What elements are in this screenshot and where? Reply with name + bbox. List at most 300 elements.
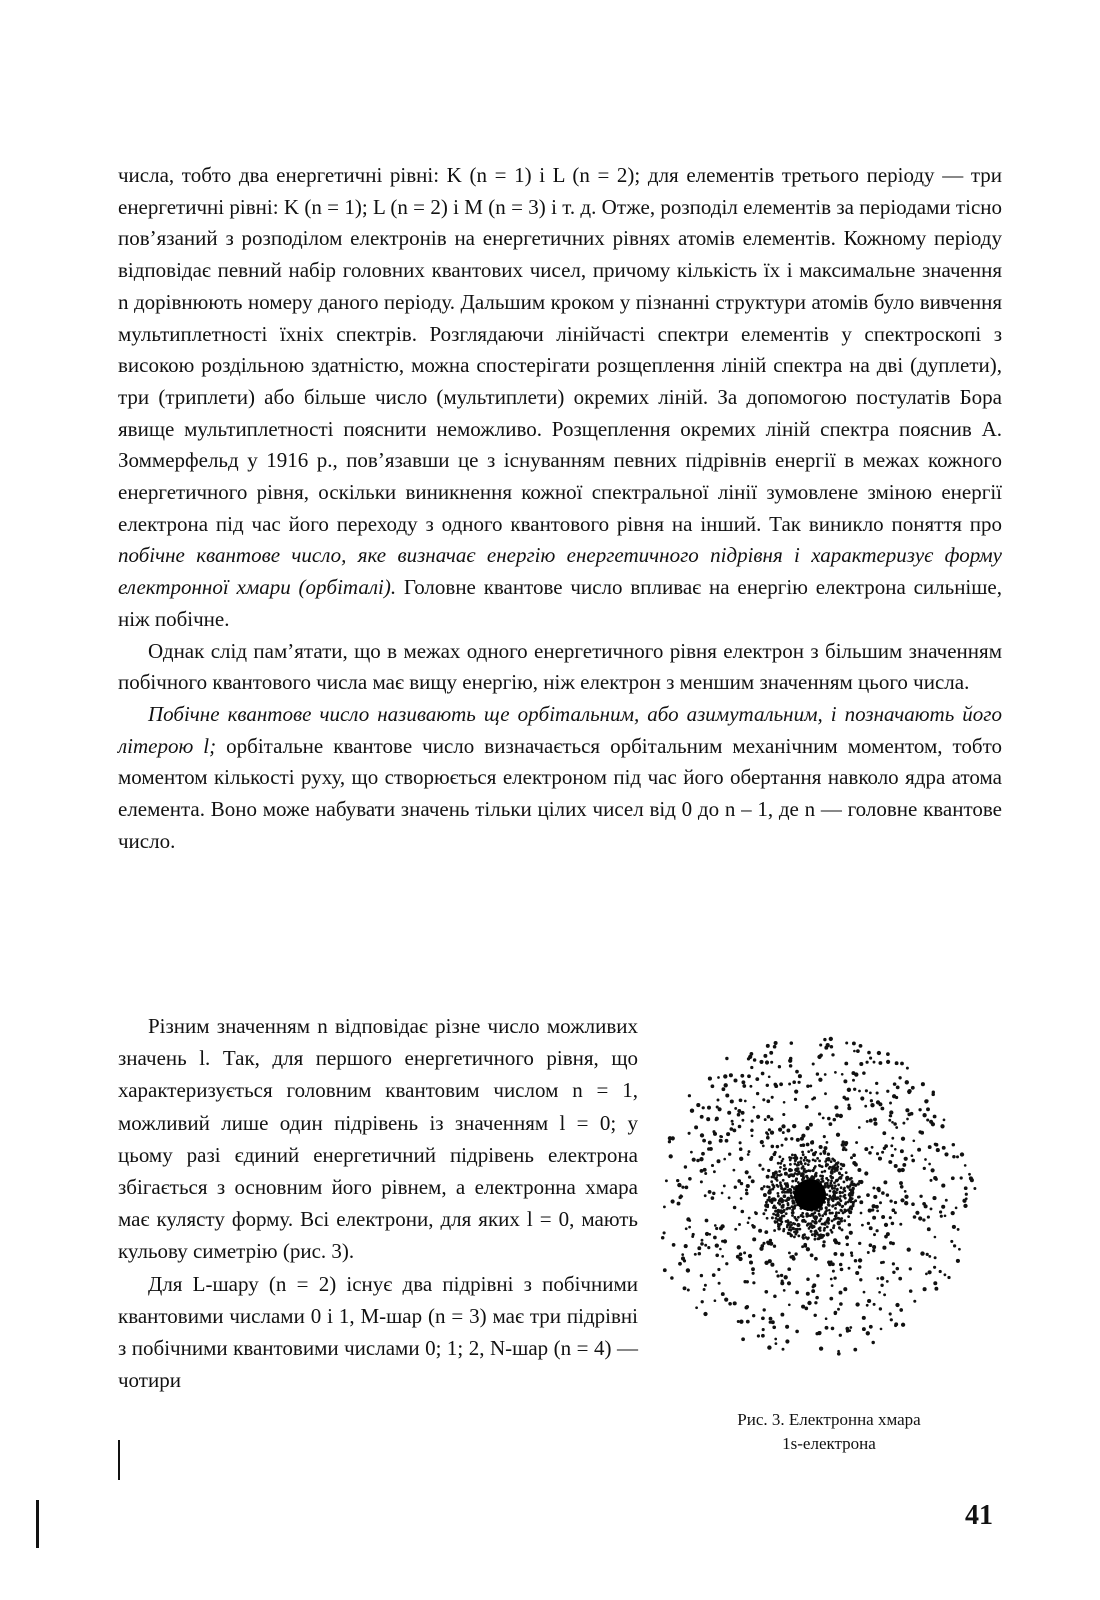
cloud-dot bbox=[729, 1073, 733, 1077]
cloud-core-dot bbox=[814, 1235, 817, 1238]
cloud-dot bbox=[840, 1268, 844, 1272]
cloud-dot bbox=[737, 1320, 740, 1323]
cloud-dot bbox=[951, 1176, 955, 1180]
cloud-dot bbox=[780, 1274, 783, 1277]
nucleus bbox=[794, 1179, 826, 1211]
cloud-dot bbox=[824, 1092, 827, 1095]
cloud-dot bbox=[809, 1123, 813, 1127]
cloud-dot bbox=[758, 1229, 762, 1233]
cloud-dot bbox=[917, 1148, 921, 1152]
cloud-core-dot bbox=[835, 1212, 838, 1215]
cloud-dot bbox=[933, 1281, 937, 1285]
cloud-dot bbox=[859, 1278, 862, 1281]
cloud-core-dot bbox=[765, 1201, 768, 1204]
cloud-dot bbox=[783, 1164, 786, 1167]
cloud-core-dot bbox=[777, 1162, 780, 1165]
cloud-core-dot bbox=[801, 1151, 804, 1154]
cloud-dot bbox=[929, 1120, 933, 1124]
cloud-dot bbox=[941, 1205, 945, 1209]
cloud-dot bbox=[889, 1312, 892, 1315]
cloud-dot bbox=[737, 1245, 741, 1249]
cloud-dot bbox=[892, 1271, 895, 1274]
cloud-dot bbox=[907, 1247, 911, 1251]
cloud-dot bbox=[805, 1105, 809, 1109]
cloud-core-dot bbox=[818, 1213, 821, 1216]
cloud-dot bbox=[847, 1088, 851, 1092]
cloud-dot bbox=[807, 1301, 811, 1305]
cloud-dot bbox=[761, 1072, 765, 1076]
cloud-dot bbox=[884, 1144, 888, 1148]
cloud-dot bbox=[858, 1126, 861, 1129]
cloud-dot bbox=[815, 1296, 819, 1300]
cloud-dot bbox=[963, 1204, 967, 1208]
cloud-core-dot bbox=[779, 1166, 782, 1169]
cloud-dot bbox=[932, 1091, 935, 1094]
cloud-dot bbox=[824, 1146, 828, 1150]
cloud-dot bbox=[773, 1153, 777, 1157]
cloud-dot bbox=[785, 1339, 789, 1343]
cloud-dot bbox=[891, 1121, 894, 1124]
cloud-dot bbox=[766, 1099, 770, 1103]
cloud-core-dot bbox=[829, 1175, 832, 1178]
cloud-dot bbox=[688, 1177, 692, 1181]
cloud-core-dot bbox=[782, 1179, 785, 1182]
cloud-dot bbox=[715, 1243, 719, 1247]
cloud-dot bbox=[871, 1146, 874, 1149]
cloud-core-dot bbox=[791, 1214, 794, 1217]
cloud-dot bbox=[761, 1334, 765, 1338]
cloud-dot bbox=[900, 1149, 904, 1153]
cloud-dot bbox=[867, 1251, 870, 1254]
cloud-dot bbox=[845, 1235, 849, 1239]
cloud-dot bbox=[780, 1313, 784, 1317]
cloud-dot bbox=[876, 1091, 879, 1094]
cloud-core-dot bbox=[790, 1169, 793, 1172]
cloud-dot bbox=[692, 1233, 695, 1236]
cloud-dot bbox=[769, 1239, 772, 1242]
cloud-core-dot bbox=[849, 1199, 852, 1202]
cloud-core-dot bbox=[791, 1211, 794, 1214]
cloud-core-dot bbox=[816, 1157, 819, 1160]
cloud-dot bbox=[853, 1050, 856, 1053]
cloud-core-dot bbox=[792, 1222, 795, 1225]
cloud-dot bbox=[872, 1204, 876, 1208]
cloud-dot bbox=[892, 1262, 895, 1265]
cloud-dot bbox=[921, 1082, 925, 1086]
cloud-dot bbox=[740, 1197, 743, 1200]
cloud-dot bbox=[766, 1217, 769, 1220]
cloud-dot bbox=[852, 1079, 855, 1082]
cloud-dot bbox=[751, 1134, 754, 1137]
cloud-dot bbox=[901, 1137, 905, 1141]
cloud-dot bbox=[783, 1289, 786, 1292]
cloud-dot bbox=[839, 1291, 843, 1295]
cloud-dot bbox=[932, 1196, 936, 1200]
cloud-dot bbox=[707, 1246, 710, 1249]
cloud-core-dot bbox=[852, 1205, 855, 1208]
paragraph-1-italic: побічне квантове число, яке визначає енергію енергетичного підрівня і характеризує форму електронної хмари (орбіталі). bbox=[118, 543, 1002, 600]
cloud-dot bbox=[696, 1103, 700, 1107]
cloud-dot bbox=[698, 1252, 701, 1255]
cloud-core-dot bbox=[806, 1177, 809, 1180]
cloud-core-dot bbox=[789, 1159, 792, 1162]
scan-mark bbox=[118, 1440, 120, 1480]
cloud-dot bbox=[880, 1284, 883, 1287]
cloud-dot bbox=[833, 1276, 836, 1279]
cloud-dot bbox=[747, 1074, 751, 1078]
cloud-dot bbox=[798, 1074, 802, 1078]
cloud-dot bbox=[945, 1199, 948, 1202]
cloud-core-dot bbox=[793, 1202, 796, 1205]
cloud-dot bbox=[928, 1270, 932, 1274]
cloud-core-dot bbox=[778, 1199, 781, 1202]
cloud-dot bbox=[711, 1196, 715, 1200]
cloud-dot bbox=[891, 1154, 894, 1157]
cloud-dot bbox=[889, 1102, 892, 1105]
cloud-dot bbox=[944, 1214, 947, 1217]
cloud-dot bbox=[719, 1248, 722, 1251]
cloud-dot bbox=[774, 1338, 777, 1341]
cloud-dot bbox=[676, 1179, 679, 1182]
cloud-dot bbox=[778, 1065, 781, 1068]
cloud-core-dot bbox=[826, 1219, 829, 1222]
cloud-core-dot bbox=[785, 1212, 788, 1215]
cloud-core-dot bbox=[814, 1151, 817, 1154]
cloud-core-dot bbox=[830, 1171, 833, 1174]
cloud-dot bbox=[886, 1060, 890, 1064]
cloud-core-dot bbox=[800, 1157, 803, 1160]
cloud-core-dot bbox=[783, 1215, 786, 1218]
cloud-core-dot bbox=[788, 1175, 791, 1178]
cloud-dot bbox=[944, 1152, 948, 1156]
cloud-dot bbox=[829, 1122, 833, 1126]
cloud-dot bbox=[928, 1145, 932, 1149]
cloud-core-dot bbox=[771, 1201, 774, 1204]
cloud-core-dot bbox=[771, 1188, 774, 1191]
cloud-dot bbox=[709, 1147, 713, 1151]
cloud-dot bbox=[873, 1117, 877, 1121]
cloud-dot bbox=[683, 1286, 687, 1290]
cloud-dot bbox=[723, 1184, 726, 1187]
cloud-dot bbox=[681, 1253, 684, 1256]
cloud-dot bbox=[878, 1291, 881, 1294]
cloud-dot bbox=[741, 1210, 745, 1214]
cloud-dot bbox=[783, 1101, 786, 1104]
cloud-dot bbox=[858, 1196, 861, 1199]
cloud-core-dot bbox=[840, 1219, 843, 1222]
cloud-core-dot bbox=[833, 1224, 836, 1227]
cloud-dot bbox=[718, 1282, 721, 1285]
cloud-core-dot bbox=[825, 1158, 828, 1161]
cloud-dot bbox=[886, 1052, 890, 1056]
cloud-dot bbox=[940, 1124, 944, 1128]
cloud-dot bbox=[891, 1222, 895, 1226]
cloud-dot bbox=[881, 1151, 884, 1154]
cloud-dot bbox=[857, 1182, 860, 1185]
cloud-dot bbox=[818, 1078, 822, 1082]
cloud-dot bbox=[960, 1176, 963, 1179]
cloud-dot bbox=[740, 1074, 744, 1078]
cloud-dot bbox=[830, 1278, 833, 1281]
cloud-dot bbox=[690, 1109, 694, 1113]
cloud-dot bbox=[814, 1301, 817, 1304]
cloud-dot bbox=[736, 1255, 740, 1259]
cloud-dot bbox=[724, 1298, 728, 1302]
cloud-dot bbox=[909, 1289, 913, 1293]
cloud-core-dot bbox=[789, 1163, 792, 1166]
cloud-dot bbox=[721, 1192, 724, 1195]
paragraph-3: Побічне квантове число називають ще орбітальним, або азимутальним, і позначають його літерою l; орбітальне квантове число визначається орбітальним механічним моментом, тобто моментом кількості руху, що створюється електроном під час його обертання навколо ядра атома елемента. Воно може набувати значень тільки цілих чисел від 0 до n – 1, де n — головне квантове число. bbox=[118, 701, 1002, 853]
cloud-dot bbox=[720, 1224, 724, 1228]
cloud-core-dot bbox=[851, 1180, 854, 1183]
cloud-dot bbox=[872, 1216, 876, 1220]
cloud-dot bbox=[920, 1251, 924, 1255]
cloud-core-dot bbox=[840, 1186, 843, 1189]
cloud-core-dot bbox=[806, 1224, 809, 1227]
cloud-dot bbox=[721, 1255, 724, 1258]
cloud-dot bbox=[899, 1181, 903, 1185]
cloud-dot bbox=[763, 1054, 767, 1058]
cloud-dot bbox=[774, 1084, 778, 1088]
cloud-dot bbox=[745, 1188, 748, 1191]
cloud-dot bbox=[668, 1136, 672, 1140]
cloud-dot bbox=[704, 1244, 707, 1247]
cloud-dot bbox=[888, 1119, 891, 1122]
cloud-core-dot bbox=[842, 1212, 845, 1215]
cloud-dot bbox=[717, 1268, 720, 1271]
cloud-dot bbox=[973, 1187, 976, 1190]
cloud-core-dot bbox=[825, 1177, 828, 1180]
cloud-dot bbox=[924, 1158, 927, 1161]
cloud-core-dot bbox=[821, 1234, 824, 1237]
cloud-dot bbox=[883, 1293, 886, 1296]
cloud-dot bbox=[911, 1086, 915, 1090]
cloud-core-dot bbox=[784, 1167, 787, 1170]
cloud-dot bbox=[767, 1345, 771, 1349]
cloud-dot bbox=[790, 1041, 794, 1045]
cloud-core-dot bbox=[771, 1176, 774, 1179]
cloud-dot bbox=[832, 1270, 835, 1273]
cloud-dot bbox=[853, 1348, 857, 1352]
cloud-core-dot bbox=[838, 1172, 841, 1175]
cloud-dot bbox=[717, 1099, 720, 1102]
cloud-dot bbox=[739, 1141, 742, 1144]
cloud-dot bbox=[876, 1277, 879, 1280]
cloud-dot bbox=[773, 1295, 777, 1299]
cloud-dot bbox=[773, 1245, 776, 1248]
cloud-dot bbox=[900, 1062, 904, 1066]
cloud-dot bbox=[760, 1187, 764, 1191]
cloud-dot bbox=[811, 1140, 814, 1143]
cloud-dot bbox=[933, 1266, 936, 1269]
cloud-dot bbox=[704, 1172, 707, 1175]
cloud-dot bbox=[699, 1157, 703, 1161]
cloud-dot bbox=[941, 1184, 945, 1188]
cloud-dot bbox=[715, 1227, 718, 1230]
cloud-core-dot bbox=[835, 1198, 838, 1201]
cloud-dot bbox=[733, 1206, 737, 1210]
cloud-dot bbox=[763, 1185, 766, 1188]
cloud-core-dot bbox=[793, 1236, 796, 1239]
cloud-core-dot bbox=[784, 1187, 787, 1190]
cloud-dot bbox=[926, 1107, 930, 1111]
cloud-core-dot bbox=[807, 1237, 810, 1240]
cloud-dot bbox=[894, 1322, 898, 1326]
cloud-dot bbox=[747, 1221, 750, 1224]
cloud-core-dot bbox=[789, 1232, 792, 1235]
cloud-dot bbox=[700, 1242, 704, 1246]
cloud-core-dot bbox=[819, 1175, 822, 1178]
cloud-dot bbox=[738, 1223, 741, 1226]
cloud-dot bbox=[925, 1273, 928, 1276]
cloud-dot bbox=[868, 1209, 872, 1213]
cloud-dot bbox=[700, 1133, 704, 1137]
cloud-dot bbox=[841, 1073, 844, 1076]
cloud-core-dot bbox=[813, 1167, 816, 1170]
cloud-dot bbox=[804, 1156, 807, 1159]
cloud-dot bbox=[889, 1216, 892, 1219]
cloud-core-dot bbox=[836, 1165, 839, 1168]
cloud-dot bbox=[729, 1127, 733, 1131]
cloud-dot bbox=[876, 1152, 879, 1155]
cloud-dot bbox=[747, 1153, 750, 1156]
cloud-dot bbox=[824, 1046, 828, 1050]
cloud-dot bbox=[663, 1206, 666, 1209]
cloud-dot bbox=[883, 1247, 886, 1250]
cloud-dot bbox=[940, 1215, 943, 1218]
cloud-dot bbox=[891, 1137, 894, 1140]
cloud-dot bbox=[781, 1124, 785, 1128]
cloud-dot bbox=[867, 1299, 871, 1303]
cloud-core-dot bbox=[841, 1174, 844, 1177]
cloud-core-dot bbox=[795, 1178, 798, 1181]
cloud-dot bbox=[846, 1329, 849, 1332]
cloud-dot bbox=[873, 1233, 876, 1236]
cloud-dot bbox=[768, 1075, 771, 1078]
cloud-core-dot bbox=[770, 1180, 773, 1183]
cloud-dot bbox=[918, 1108, 921, 1111]
cloud-dot bbox=[719, 1139, 723, 1143]
cloud-core-dot bbox=[822, 1180, 825, 1183]
cloud-dot bbox=[764, 1209, 767, 1212]
page-number: 41 bbox=[965, 1500, 993, 1531]
cloud-dot bbox=[712, 1192, 715, 1195]
cloud-dot bbox=[819, 1054, 823, 1058]
cloud-core-dot bbox=[802, 1153, 805, 1156]
cloud-dot bbox=[752, 1281, 755, 1284]
cloud-core-dot bbox=[835, 1203, 838, 1206]
cloud-dot bbox=[795, 1330, 799, 1334]
cloud-dot bbox=[753, 1058, 757, 1062]
cloud-dot bbox=[708, 1077, 712, 1081]
cloud-core-dot bbox=[787, 1189, 790, 1192]
cloud-dot bbox=[913, 1215, 917, 1219]
cloud-dot bbox=[728, 1302, 732, 1306]
cloud-dot bbox=[823, 1152, 826, 1155]
cloud-dot bbox=[748, 1217, 751, 1220]
cloud-core-dot bbox=[800, 1162, 803, 1165]
cloud-core-dot bbox=[838, 1227, 841, 1230]
cloud-core-dot bbox=[838, 1198, 841, 1201]
cloud-dot bbox=[787, 1281, 791, 1285]
cloud-dot bbox=[739, 1157, 743, 1161]
cloud-core-dot bbox=[776, 1179, 779, 1182]
cloud-core-dot bbox=[834, 1207, 837, 1210]
cloud-core-dot bbox=[811, 1226, 814, 1229]
cloud-core-dot bbox=[827, 1186, 830, 1189]
cloud-dot bbox=[683, 1259, 686, 1262]
cloud-dot bbox=[762, 1212, 765, 1215]
cloud-dot bbox=[858, 1258, 862, 1262]
cloud-dot bbox=[767, 1115, 771, 1119]
cloud-core-dot bbox=[797, 1216, 800, 1219]
cloud-dot bbox=[860, 1212, 863, 1215]
cloud-dot bbox=[762, 1098, 765, 1101]
cloud-core-dot bbox=[791, 1154, 794, 1157]
cloud-core-dot bbox=[829, 1190, 832, 1193]
cloud-dot bbox=[771, 1096, 774, 1099]
cloud-dot bbox=[852, 1041, 856, 1045]
cloud-dot bbox=[818, 1331, 822, 1335]
cloud-core-dot bbox=[771, 1183, 774, 1186]
cloud-core-dot bbox=[802, 1215, 805, 1218]
cloud-dot bbox=[721, 1087, 725, 1091]
cloud-dot bbox=[934, 1287, 938, 1291]
cloud-dot bbox=[899, 1223, 902, 1226]
cloud-dot bbox=[733, 1301, 737, 1305]
cloud-core-dot bbox=[823, 1227, 826, 1230]
cloud-dot bbox=[822, 1244, 826, 1248]
cloud-core-dot bbox=[804, 1220, 807, 1223]
cloud-core-dot bbox=[831, 1212, 834, 1215]
cloud-dot bbox=[697, 1246, 701, 1250]
cloud-core-dot bbox=[777, 1195, 780, 1198]
cloud-dot bbox=[685, 1186, 689, 1190]
cloud-dot bbox=[867, 1222, 870, 1225]
cloud-dot bbox=[725, 1139, 729, 1143]
cloud-core-dot bbox=[797, 1167, 800, 1170]
cloud-dot bbox=[701, 1300, 704, 1303]
cloud-dot bbox=[858, 1090, 861, 1093]
cloud-dot bbox=[677, 1202, 681, 1206]
cloud-dot bbox=[684, 1165, 687, 1168]
cloud-dot bbox=[749, 1085, 752, 1088]
cloud-dot bbox=[881, 1215, 885, 1219]
main-text bbox=[118, 160, 1002, 857]
cloud-core-dot bbox=[818, 1164, 821, 1167]
cloud-dot bbox=[816, 1274, 819, 1277]
cloud-dot bbox=[784, 1172, 787, 1175]
cloud-dot bbox=[872, 1187, 875, 1190]
cloud-core-dot bbox=[797, 1172, 800, 1175]
cloud-dot bbox=[745, 1192, 749, 1196]
cloud-dot bbox=[907, 1089, 911, 1093]
cloud-dot bbox=[886, 1193, 889, 1196]
cloud-dot bbox=[834, 1312, 837, 1315]
cloud-core-dot bbox=[775, 1217, 778, 1220]
cloud-core-dot bbox=[789, 1221, 792, 1224]
cloud-dot bbox=[891, 1208, 895, 1212]
cloud-dot bbox=[805, 1126, 809, 1130]
cloud-dot bbox=[743, 1251, 746, 1254]
cloud-core-dot bbox=[848, 1193, 851, 1196]
cloud-dot bbox=[824, 1073, 827, 1076]
cloud-dot bbox=[766, 1084, 769, 1087]
cloud-core-dot bbox=[851, 1188, 854, 1191]
cloud-dot bbox=[727, 1111, 731, 1115]
cloud-dot bbox=[692, 1158, 696, 1162]
cloud-dot bbox=[904, 1201, 908, 1205]
